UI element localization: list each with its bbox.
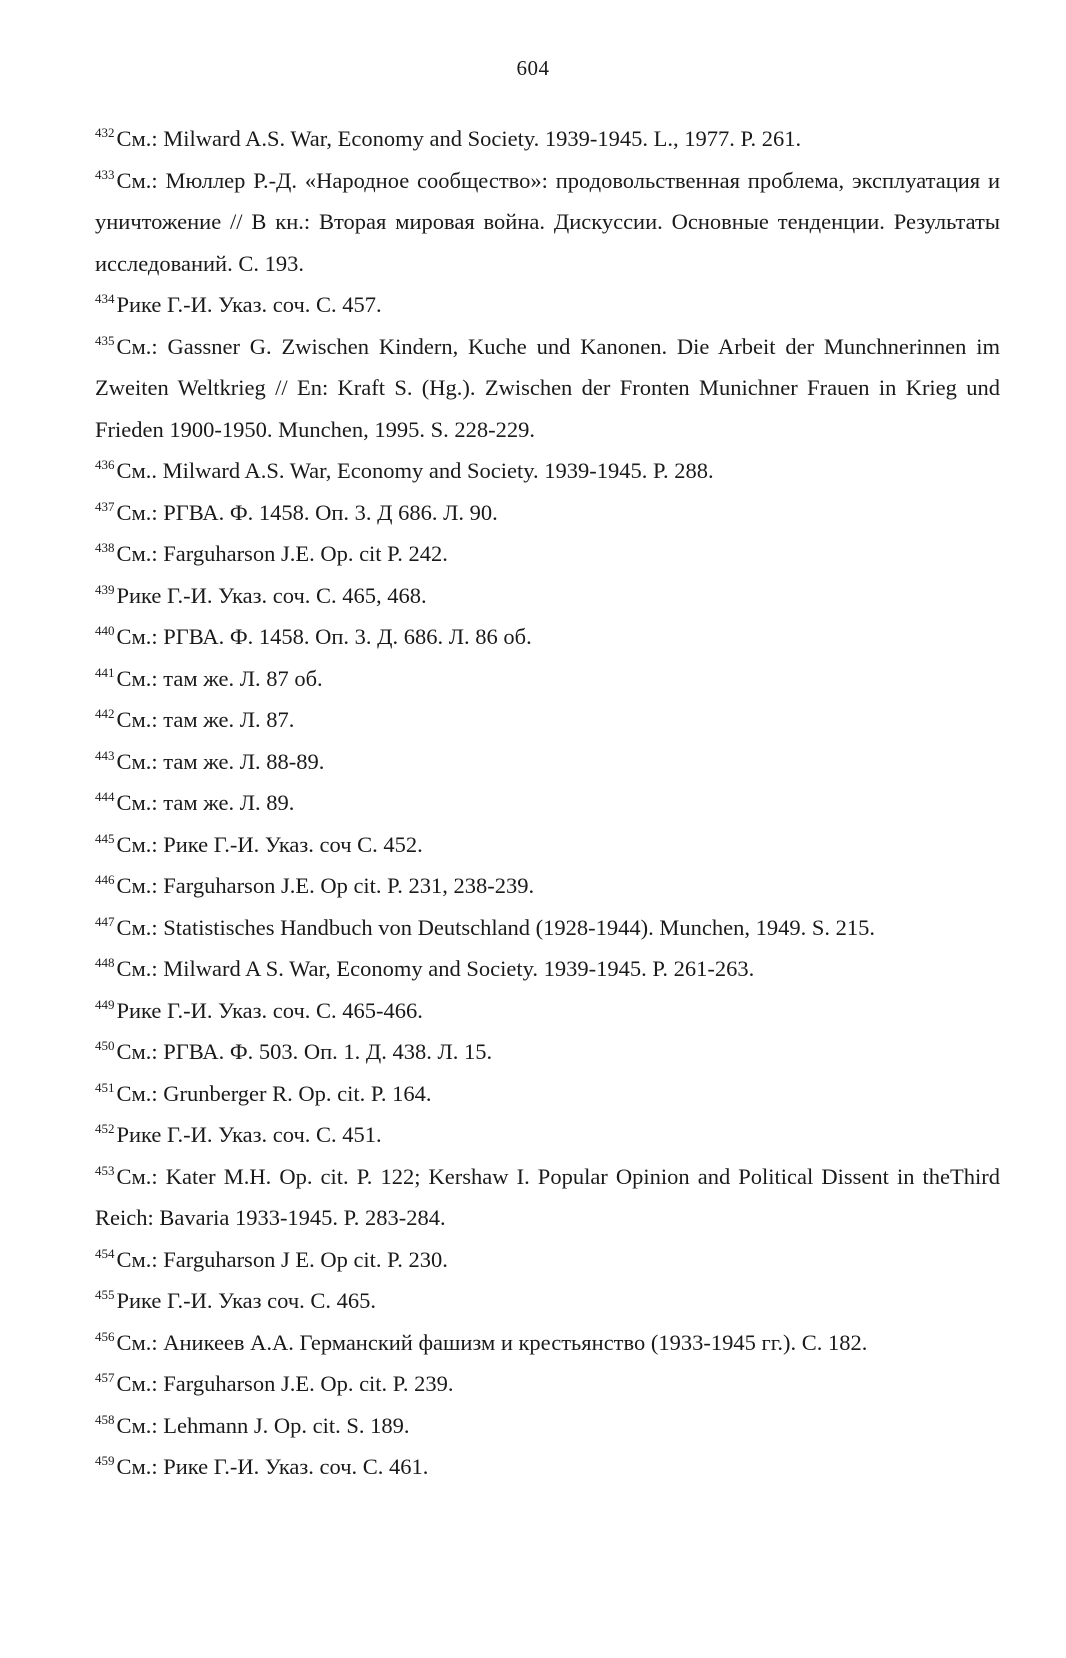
- footnote: [95, 1031, 1000, 1073]
- footnote-number: 441: [95, 664, 115, 680]
- footnote: [95, 160, 1000, 285]
- footnote: [95, 533, 1000, 575]
- footnote-number: 436: [95, 457, 115, 472]
- footnote: [95, 575, 1000, 617]
- footnote-text: См.: Farguharson J.E. Op cit. P. 231, 238-239.: [116, 873, 535, 898]
- footnote: [95, 326, 1000, 451]
- footnote: [95, 1405, 1000, 1447]
- footnote-number: 450: [95, 1038, 115, 1053]
- footnote-text: См.: Lehmann J. Op. cit. S. 189.: [116, 1412, 410, 1438]
- footnote-text: См.: Рике Г.-И. Указ. соч С. 452.: [116, 831, 423, 857]
- footnote: [95, 990, 1000, 1032]
- footnote: [95, 1156, 1000, 1239]
- footnote-text: См.: РГВА. Ф. 503. Оп. 1. Д. 438. Л. 15.: [116, 1039, 493, 1064]
- footnote-number: 432: [95, 125, 115, 140]
- footnote-text: См.: Gassner G. Zwischen Kindern, Kuche und Kanonen. Die Arbeit der Munchnerinnen im Zweiten Weltkrieg // En: Kraft S. (Hg.). Zwischen der Fronten Munichner Frauen in Krieg und Frieden 1900-1950. Munchen, 1995. S. 228-229.: [95, 333, 1000, 442]
- footnote-text: См.: РГВА. Ф. 1458. Оп. 3. Д. 686. Л. 86 об.: [116, 624, 532, 649]
- footnote-text: См.: РГВА. Ф. 1458. Оп. 3. Д 686. Л. 90.: [116, 499, 498, 525]
- footnote-text: См.: Аникеев А.А. Германский фашизм и крестьянство (1933-1945 гг.). С. 182.: [116, 1329, 868, 1355]
- footnote-number: 457: [95, 1370, 115, 1385]
- footnote-text: См.: там же. Л. 87.: [116, 707, 295, 732]
- footnote-number: 454: [95, 1245, 115, 1261]
- footnote-text: См.. Milward A.S. War, Economy and Society. 1939-1945. P. 288.: [116, 458, 714, 483]
- footnote-number: 438: [95, 540, 115, 555]
- footnote-number: 451: [95, 1079, 115, 1095]
- footnote: [95, 1073, 1000, 1115]
- footnote-text: См.: Farguharson J E. Op cit. P. 230.: [116, 1246, 448, 1272]
- footnote-text: См.: там же. Л. 87 об.: [116, 665, 323, 691]
- footnote-text: См.: Statistisches Handbuch von Deutschland (1928-1944). Munchen, 1949. S. 215.: [116, 914, 876, 940]
- footnote-number: 442: [95, 706, 115, 721]
- footnote: [95, 1280, 1000, 1322]
- footnote: [95, 907, 1000, 949]
- footnote-number: 440: [95, 623, 115, 638]
- footnote-number: 447: [95, 913, 115, 929]
- footnote: [95, 699, 1000, 741]
- footnote-text: Рике Г.-И. Указ. соч. С. 451.: [116, 1122, 382, 1147]
- footnote: [95, 782, 1000, 824]
- footnote-number: 449: [95, 996, 115, 1012]
- footnote-text: Рике Г.-И. Указ. соч. С. 465-466.: [116, 997, 423, 1023]
- footnote-number: 437: [95, 498, 115, 514]
- footnote-text: См.: Рике Г.-И. Указ. соч. С. 461.: [116, 1454, 429, 1479]
- footnote-number: 443: [95, 747, 115, 763]
- footnote-number: 434: [95, 291, 115, 306]
- footnote-number: 439: [95, 581, 115, 597]
- footnote-text: См.: Milward A S. War, Economy and Society. 1939-1945. P. 261-263.: [116, 956, 755, 981]
- footnote: [95, 450, 1000, 492]
- footnote-text: См.: Kater M.H. Op. cit. P. 122; Kershaw I. Popular Opinion and Political Dissent in theThird Reich: Bavaria 1933-1945. P. 283-284.: [95, 1163, 1000, 1230]
- footnote-number: 459: [95, 1453, 115, 1468]
- footnote-number: 458: [95, 1411, 115, 1427]
- footnote-number: 433: [95, 166, 115, 182]
- footnote-text: См.: Мюллер Р.-Д. «Народное сообщество»: продовольственная проблема, эксплуатация и уничтожение // В кн.: Вторая мировая война. Дискуссии. Основные тенденции. Результаты исследований. С. 193.: [95, 167, 1000, 276]
- footnote: [95, 948, 1000, 990]
- footnote-number: 453: [95, 1162, 115, 1178]
- footnote-number: 444: [95, 789, 115, 804]
- footnote: [95, 118, 1000, 160]
- footnote-number: 446: [95, 872, 115, 887]
- footnote-number: 452: [95, 1121, 115, 1136]
- footnote: [95, 865, 1000, 907]
- footnote-text: См.: Farguharson J.E. Op. cit. P. 239.: [116, 1371, 454, 1396]
- footnote: [95, 1363, 1000, 1405]
- footnote: [95, 284, 1000, 326]
- footnote-text: См.: там же. Л. 89.: [116, 790, 295, 815]
- footnote: [95, 658, 1000, 700]
- footnote-list: [95, 118, 1000, 1488]
- footnote-text: См.: Grunberger R. Op. cit. P. 164.: [116, 1080, 432, 1106]
- footnote-number: 456: [95, 1328, 115, 1344]
- footnote-text: См.: там же. Л. 88-89.: [116, 748, 325, 774]
- footnote: [95, 824, 1000, 866]
- footnote-text: См.: Milward A.S. War, Economy and Society. 1939-1945. L., 1977. P. 261.: [116, 126, 802, 151]
- footnote-text: Рике Г.-И. Указ соч. С. 465.: [116, 1288, 377, 1313]
- footnote-text: Рике Г.-И. Указ. соч. С. 465, 468.: [116, 582, 427, 608]
- footnote: [95, 1322, 1000, 1364]
- footnote: [95, 492, 1000, 534]
- footnote: [95, 1239, 1000, 1281]
- footnote-text: См.: Farguharson J.E. Op. cit P. 242.: [116, 541, 448, 566]
- footnote: [95, 1114, 1000, 1156]
- footnote: [95, 616, 1000, 658]
- page-number: 604: [516, 56, 550, 80]
- footnote-number: 435: [95, 332, 115, 348]
- footnote-number: 445: [95, 830, 115, 846]
- footnote: [95, 741, 1000, 783]
- footnote: [95, 1446, 1000, 1488]
- footnote-number: 448: [95, 955, 115, 970]
- footnote-number: 455: [95, 1287, 115, 1302]
- footnote-text: Рике Г.-И. Указ. соч. С. 457.: [116, 292, 382, 317]
